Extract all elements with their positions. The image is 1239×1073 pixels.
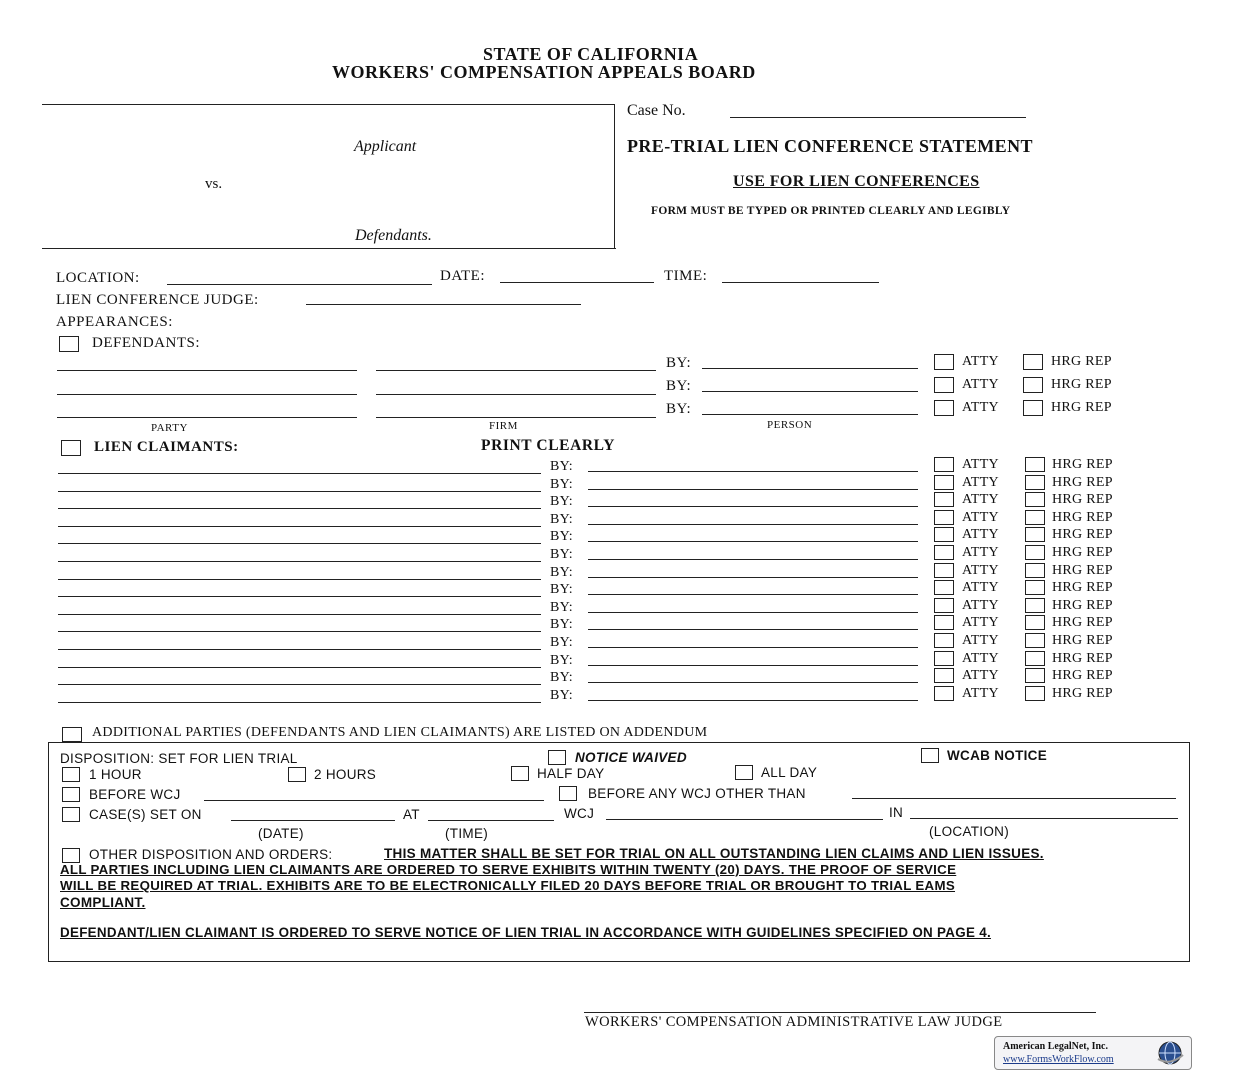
firm-field[interactable] <box>376 370 656 371</box>
by-label: BY: <box>550 477 573 492</box>
time-field[interactable] <box>722 282 879 283</box>
date-field[interactable] <box>500 282 654 283</box>
by-label: BY: <box>550 565 573 580</box>
person-caption: PERSON <box>767 419 813 431</box>
hrg-rep-checkbox[interactable] <box>1025 510 1045 525</box>
hrg-rep-checkbox[interactable] <box>1025 633 1045 648</box>
judge-field[interactable] <box>306 304 581 305</box>
hrg-rep-label: HRG REP <box>1052 598 1113 613</box>
cases-date-field[interactable] <box>231 820 395 821</box>
additional-parties-checkbox[interactable] <box>62 727 82 742</box>
party-field[interactable] <box>57 417 357 418</box>
hrg-rep-checkbox[interactable] <box>1025 527 1045 542</box>
globe-icon <box>1155 1040 1185 1066</box>
before-wcj-checkbox[interactable] <box>62 787 80 802</box>
by-label: BY: <box>550 582 573 597</box>
atty-checkbox[interactable] <box>934 563 954 578</box>
order-line-3: WILL BE REQUIRED AT TRIAL. EXHIBITS ARE TO BE ELECTRONICALLY FILED 20 DAYS BEFORE TRIAL OR BROUGHT TO TRIAL EAMS <box>60 878 956 893</box>
at-label: AT <box>403 807 420 822</box>
atty-checkbox[interactable] <box>934 545 954 560</box>
atty-checkbox[interactable] <box>934 668 954 683</box>
location-label: LOCATION: <box>56 270 140 286</box>
atty-label: ATTY <box>962 475 999 490</box>
disposition-label <box>60 751 298 766</box>
hrg-rep-checkbox[interactable] <box>1025 615 1045 630</box>
atty-label: ATTY <box>962 598 999 613</box>
wcab-notice-checkbox[interactable] <box>921 748 939 763</box>
signature-line[interactable] <box>584 1012 1096 1013</box>
hrg-rep-label: HRG REP <box>1052 510 1113 525</box>
hrg-rep-label: HRG REP <box>1052 686 1113 701</box>
one-hour-checkbox[interactable] <box>62 767 80 782</box>
claimant-person-field[interactable] <box>588 647 918 648</box>
other-disposition-label: OTHER DISPOSITION AND ORDERS: <box>89 847 333 862</box>
hrg-rep-label: HRG REP <box>1051 400 1112 415</box>
two-hours-label: 2 HOURS <box>314 767 377 782</box>
firm-field[interactable] <box>376 417 656 418</box>
caption-right-line <box>614 104 615 249</box>
wcj-label: WCJ <box>564 806 595 821</box>
atty-label: ATTY <box>962 377 999 392</box>
hrg-rep-checkbox[interactable] <box>1025 457 1045 472</box>
by-label: BY: <box>550 459 573 474</box>
hrg-rep-checkbox[interactable] <box>1025 668 1045 683</box>
hrg-rep-checkbox[interactable] <box>1023 354 1043 370</box>
wcab-notice-label: WCAB NOTICE <box>947 748 1048 763</box>
board-title: WORKERS' COMPENSATION APPEALS BOARD <box>332 62 756 82</box>
claimant-person-field[interactable] <box>588 577 918 578</box>
lien-trial-text: LIEN TRIAL <box>222 751 298 766</box>
claimant-person-field[interactable] <box>588 471 918 472</box>
caption-bottom-line <box>42 248 616 249</box>
lien-claimants-label: LIEN CLAIMANTS: <box>94 439 239 455</box>
brand-name: American LegalNet, Inc. <box>1003 1041 1108 1052</box>
atty-checkbox[interactable] <box>934 633 954 648</box>
claimant-name-field[interactable] <box>58 667 541 668</box>
date-label: DATE: <box>440 268 485 284</box>
by-label: BY: <box>666 355 692 371</box>
claimant-name-field[interactable] <box>58 649 541 650</box>
before-any-wcj-label: BEFORE ANY WCJ OTHER THAN <box>588 786 806 801</box>
by-label: BY: <box>550 635 573 650</box>
by-label: BY: <box>666 401 692 417</box>
atty-label: ATTY <box>962 686 999 701</box>
by-label: BY: <box>550 617 573 632</box>
case-no-field[interactable] <box>730 117 1026 118</box>
hrg-rep-checkbox[interactable] <box>1025 563 1045 578</box>
claimant-name-field[interactable] <box>58 491 541 492</box>
vs-label: vs. <box>205 176 223 192</box>
person-field[interactable] <box>702 414 918 415</box>
half-day-checkbox[interactable] <box>511 766 529 781</box>
party-caption: PARTY <box>151 422 188 434</box>
claimant-person-field[interactable] <box>588 682 918 683</box>
party-field[interactable] <box>57 394 357 395</box>
by-label: BY: <box>550 547 573 562</box>
print-clearly-label: PRINT CLEARLY <box>481 437 615 454</box>
two-hours-checkbox[interactable] <box>288 767 306 782</box>
by-label: BY: <box>550 600 573 615</box>
atty-checkbox[interactable] <box>934 400 954 416</box>
defendants-label: DEFENDANTS: <box>92 335 201 351</box>
person-field[interactable] <box>702 391 918 392</box>
state-title: STATE OF CALIFORNIA <box>483 44 699 64</box>
hrg-rep-label: HRG REP <box>1052 633 1113 648</box>
hrg-rep-label: HRG REP <box>1052 651 1113 666</box>
hrg-rep-checkbox[interactable] <box>1025 475 1045 490</box>
claimant-name-field[interactable] <box>58 614 541 615</box>
caption-top-line <box>42 104 614 105</box>
all-day-label: ALL DAY <box>761 765 818 780</box>
claimant-person-field[interactable] <box>588 594 918 595</box>
hrg-rep-label: HRG REP <box>1052 580 1113 595</box>
case-no-label: Case No. <box>627 102 686 119</box>
order-line-2: ALL PARTIES INCLUDING LIEN CLAIMANTS ARE ORDERED TO SERVE EXHIBITS WITHIN TWENTY (20) DAYS. THE PROOF OF SERVICE <box>60 862 957 877</box>
disposition-prefix: DISPOSITION: SET FOR <box>60 751 223 766</box>
party-field[interactable] <box>57 370 357 371</box>
claimant-person-field[interactable] <box>588 700 918 701</box>
atty-label: ATTY <box>962 527 999 542</box>
hrg-rep-label: HRG REP <box>1052 545 1113 560</box>
defendants-caption-label: Defendants. <box>355 227 432 244</box>
atty-label: ATTY <box>962 354 999 369</box>
atty-label: ATTY <box>962 492 999 507</box>
order-line-1: THIS MATTER SHALL BE SET FOR TRIAL ON ALL OUTSTANDING LIEN CLAIMS AND LIEN ISSUES. <box>384 846 1044 861</box>
cases-set-checkbox[interactable] <box>62 807 80 822</box>
atty-checkbox[interactable] <box>934 492 954 507</box>
claimant-person-field[interactable] <box>588 506 918 507</box>
date-caption: (DATE) <box>258 826 304 841</box>
atty-label: ATTY <box>962 615 999 630</box>
atty-label: ATTY <box>962 580 999 595</box>
hrg-rep-checkbox[interactable] <box>1025 580 1045 595</box>
hrg-rep-label: HRG REP <box>1052 563 1113 578</box>
hrg-rep-checkbox[interactable] <box>1023 377 1043 393</box>
atty-checkbox[interactable] <box>934 615 954 630</box>
claimant-name-field[interactable] <box>58 526 541 527</box>
hrg-rep-checkbox[interactable] <box>1025 598 1045 613</box>
atty-checkbox[interactable] <box>934 686 954 701</box>
form-subtitle: USE FOR LIEN CONFERENCES <box>733 173 980 190</box>
claimant-name-field[interactable] <box>58 508 541 509</box>
before-wcj-field[interactable] <box>204 800 544 801</box>
atty-checkbox[interactable] <box>934 475 954 490</box>
brand-badge <box>994 1036 1192 1070</box>
hrg-rep-label: HRG REP <box>1051 354 1112 369</box>
lien-claimants-checkbox[interactable] <box>61 440 81 456</box>
claimant-person-field[interactable] <box>588 541 918 542</box>
claimant-person-field[interactable] <box>588 665 918 666</box>
hrg-rep-label: HRG REP <box>1052 492 1113 507</box>
additional-parties-label: ADDITIONAL PARTIES (DEFENDANTS AND LIEN CLAIMANTS) ARE LISTED ON ADDENDUM <box>92 725 708 740</box>
location-field[interactable] <box>167 284 432 285</box>
atty-label: ATTY <box>962 651 999 666</box>
atty-label: ATTY <box>962 457 999 472</box>
brand-url: www.FormsWorkFlow.com <box>1003 1054 1114 1065</box>
firm-caption: FIRM <box>489 420 518 432</box>
hrg-rep-label: HRG REP <box>1052 527 1113 542</box>
atty-label: ATTY <box>962 668 999 683</box>
claimant-name-field[interactable] <box>58 473 541 474</box>
applicant-label: Applicant <box>354 138 417 155</box>
notice-waived-checkbox[interactable] <box>548 750 566 765</box>
half-day-label: HALF DAY <box>537 766 605 781</box>
hrg-rep-label: HRG REP <box>1052 615 1113 630</box>
by-label: BY: <box>550 670 573 685</box>
before-wcj-label: BEFORE WCJ <box>89 787 181 802</box>
in-label: IN <box>889 805 904 820</box>
claimant-name-field[interactable] <box>58 596 541 597</box>
before-any-wcj-field[interactable] <box>852 798 1176 799</box>
atty-label: ATTY <box>962 633 999 648</box>
atty-checkbox[interactable] <box>934 377 954 393</box>
by-label: BY: <box>550 653 573 668</box>
hrg-rep-label: HRG REP <box>1052 668 1113 683</box>
atty-label: ATTY <box>962 510 999 525</box>
order-line-5: DEFENDANT/LIEN CLAIMANT IS ORDERED TO SERVE NOTICE OF LIEN TRIAL IN ACCORDANCE WITH GUIDELINES SPECIFIED ON PAGE 4. <box>60 925 991 940</box>
cases-time-field[interactable] <box>428 820 554 821</box>
claimant-person-field[interactable] <box>588 524 918 525</box>
form-instruction: FORM MUST BE TYPED OR PRINTED CLEARLY AND LEGIBLY <box>651 205 1011 217</box>
claimant-name-field[interactable] <box>58 543 541 544</box>
by-label: BY: <box>550 688 573 703</box>
claimant-name-field[interactable] <box>58 702 541 703</box>
hrg-rep-checkbox[interactable] <box>1025 686 1045 701</box>
before-any-wcj-checkbox[interactable] <box>559 786 577 801</box>
other-disposition-checkbox[interactable] <box>62 848 80 863</box>
by-label: BY: <box>550 529 573 544</box>
atty-checkbox[interactable] <box>934 510 954 525</box>
appearances-label: APPEARANCES: <box>56 314 173 330</box>
atty-label: ATTY <box>962 545 999 560</box>
atty-checkbox[interactable] <box>934 598 954 613</box>
atty-checkbox[interactable] <box>934 457 954 472</box>
defendants-checkbox[interactable] <box>59 336 79 352</box>
person-field[interactable] <box>702 368 918 369</box>
hrg-rep-label: HRG REP <box>1052 475 1113 490</box>
hrg-rep-checkbox[interactable] <box>1025 651 1045 666</box>
hrg-rep-checkbox[interactable] <box>1025 492 1045 507</box>
claimant-person-field[interactable] <box>588 629 918 630</box>
firm-field[interactable] <box>376 394 656 395</box>
claimant-name-field[interactable] <box>58 631 541 632</box>
claimant-person-field[interactable] <box>588 489 918 490</box>
hrg-rep-checkbox[interactable] <box>1023 400 1043 416</box>
atty-checkbox[interactable] <box>934 651 954 666</box>
claimant-name-field[interactable] <box>58 561 541 562</box>
location-caption: (LOCATION) <box>929 824 1009 839</box>
hrg-rep-checkbox[interactable] <box>1025 545 1045 560</box>
atty-label: ATTY <box>962 400 999 415</box>
form-title: PRE-TRIAL LIEN CONFERENCE STATEMENT <box>627 136 1033 156</box>
atty-checkbox[interactable] <box>934 354 954 370</box>
by-label: BY: <box>550 494 573 509</box>
judge-label: LIEN CONFERENCE JUDGE: <box>56 292 259 308</box>
time-label: TIME: <box>664 268 708 284</box>
claimant-person-field[interactable] <box>588 612 918 613</box>
atty-checkbox[interactable] <box>934 527 954 542</box>
time-caption: (TIME) <box>445 826 489 841</box>
claimant-name-field[interactable] <box>58 579 541 580</box>
all-day-checkbox[interactable] <box>735 765 753 780</box>
signature-label: WORKERS' COMPENSATION ADMINISTRATIVE LAW JUDGE <box>585 1014 1003 1030</box>
hrg-rep-label: HRG REP <box>1051 377 1112 392</box>
cases-wcj-field[interactable] <box>606 819 883 820</box>
atty-label: ATTY <box>962 563 999 578</box>
cases-location-field[interactable] <box>910 818 1178 819</box>
by-label: BY: <box>666 378 692 394</box>
claimant-person-field[interactable] <box>588 559 918 560</box>
one-hour-label: 1 HOUR <box>89 767 142 782</box>
claimant-name-field[interactable] <box>58 684 541 685</box>
by-label: BY: <box>550 512 573 527</box>
hrg-rep-label: HRG REP <box>1052 457 1113 472</box>
notice-waived-label: NOTICE WAIVED <box>575 750 687 765</box>
order-line-4: COMPLIANT. <box>60 895 146 910</box>
cases-set-label: CASE(S) SET ON <box>89 807 202 822</box>
atty-checkbox[interactable] <box>934 580 954 595</box>
